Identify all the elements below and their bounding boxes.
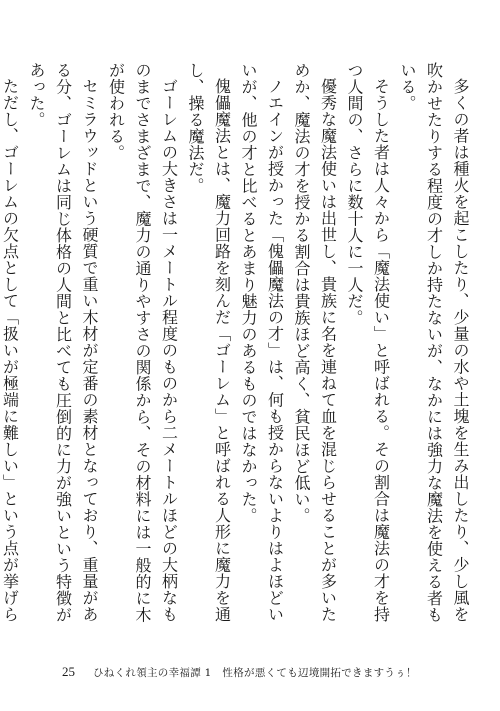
page-footer [62, 664, 482, 680]
paragraph: 傀儡魔法とは、魔力回路を刻んだ「ゴーレム」と呼ばれる人形に魔力を通し、操る魔法だ。 [186, 62, 232, 623]
paragraph: ただし、ゴーレムの欠点として「扱いが極端に難しい」という点が挙げら [0, 78, 20, 623]
paragraph: 多くの者は種火を起こしたり、少量の水や土塊を生み出したり、少し風を吹かせたりする程度の才しか持たないが、なかには強力な魔法を使える者もいる。 [398, 62, 470, 623]
paragraph: 優秀な魔法使いは出世し、貴族に名を連ねて血を混じらせることが多いためか、魔法の才を授かる割合は貴族ほど高く、貧民ほど低い。 [292, 62, 338, 623]
running-title: ひねくれ領主の幸福譚 1 性格が悪くても辺境開拓できますうぅ！ [93, 666, 417, 679]
page-number: 25 [62, 664, 75, 679]
paragraph: ノエインが授かった「傀儡魔法の才」は、何も授からないよりはよほどいいが、他の才と比べるとあまり魅力のあるものではなかった。 [239, 62, 285, 623]
paragraph: ゴーレムの大きさは一メートル程度のものから二メートルほどの大柄なものまでさまざまで、魔力の通りやすさの関係から、その材料には一般的に木が使われる。 [106, 62, 179, 623]
paragraph: セミラウッドという硬質で重い木材が定番の素材となっており、重量がある分、ゴーレムは同じ体格の人間と比べても圧倒的に力が強いという特徴があった。 [27, 62, 99, 623]
body-text [0, 62, 473, 638]
paragraph: そうした者は人々から「魔法使い」と呼ばれる。その割合は魔法の才を持つ人間の、さらに数十人に一人だ。 [345, 62, 391, 623]
